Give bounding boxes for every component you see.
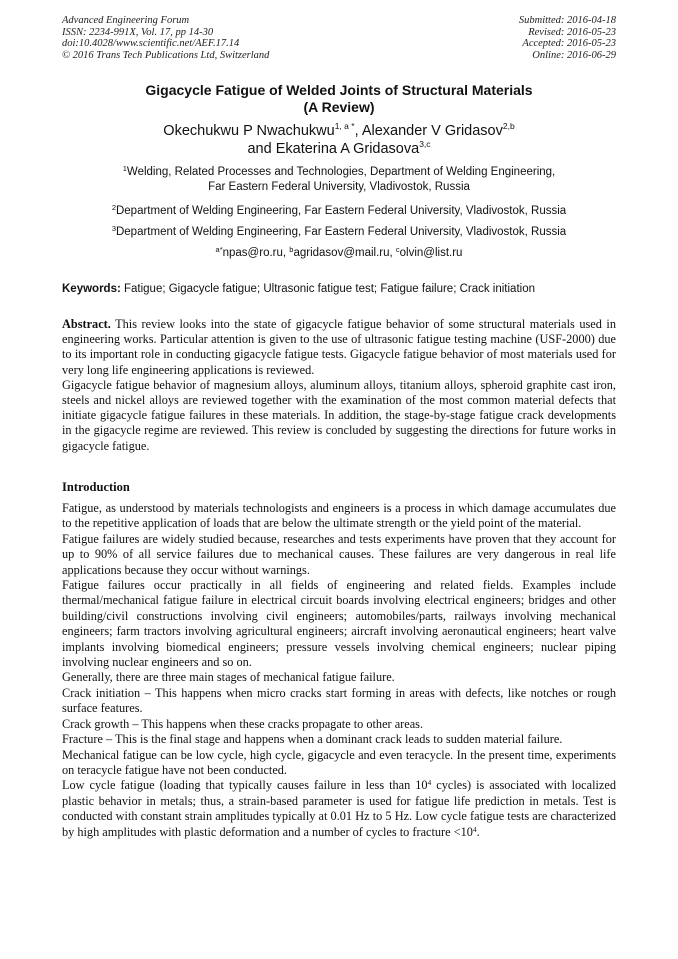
date-online: Online: 2016-06-29 xyxy=(532,49,616,61)
affiliation-1-line-1: Welding, Related Processes and Technologies, Department of Welding Engineering, xyxy=(126,166,556,178)
intro-p9-part-1: Low cycle fatigue (loading that typically causes failure in less than 10 xyxy=(62,778,428,793)
affiliation-3-text: Department of Welding Engineering, Far Eastern Federal University, Vladivostok, Russia xyxy=(115,226,567,238)
keywords-text: Fatigue; Gigacycle fatigue; Ultrasonic fatigue test; Fatigue failure; Crack initiation xyxy=(120,283,535,295)
intro-paragraph-1: Fatigue, as understood by materials technologists and engineers is a process in which damage accumulates due to the repetitive application of loads that are below the ultimate strength or the yield point of the material. xyxy=(62,501,616,531)
journal-doi: doi:10.4028/www.scientific.net/AEF.17.14 xyxy=(62,38,240,49)
email-3: olvin@list.ru xyxy=(399,247,463,259)
abstract xyxy=(62,317,616,454)
intro-paragraph-8: Mechanical fatigue can be low cycle, high cycle, gigacycle and even teracycle. In the present time, experiments on teracycle fatigue have not been conducted. xyxy=(62,747,616,777)
intro-paragraph-7: Fracture – This is the final stage and happens when a dominant crack leads to sudden material failure. xyxy=(62,732,563,747)
journal-issn: ISSN: 2234-991X, Vol. 17, pp 14-30 xyxy=(62,26,214,38)
affiliation-2-marker: 2 xyxy=(111,203,116,212)
email-1: npas@ro.ru, xyxy=(222,247,290,259)
email-1-marker: a* xyxy=(215,245,223,254)
affiliation-1-line-2: Far Eastern Federal University, Vladivostok, Russia xyxy=(208,181,470,193)
title-line-2: (A Review) xyxy=(303,99,375,115)
title-line-1: Gigacycle Fatigue of Welded Joints of Structural Materials xyxy=(145,82,533,98)
journal-copyright: © 2016 Trans Tech Publications Ltd, Switzerland xyxy=(62,49,270,61)
email-3-marker: c xyxy=(395,245,400,254)
affiliation-2-text: Department of Welding Engineering, Far Eastern Federal University, Vladivostok, Russia xyxy=(115,205,567,217)
intro-paragraph-2: Fatigue failures are widely studied because, researches and tests experiments have proven that they account for up to 90% of all service failures due to mechanical causes. These failures are very dangerous in real life applications because they occur without warnings. xyxy=(62,531,616,577)
author-1-affil: 1, a * xyxy=(334,121,355,131)
date-revised: Revised: 2016-05-23 xyxy=(528,26,616,38)
affiliation-2 xyxy=(62,204,616,219)
author-3-affil: 3,c xyxy=(419,139,431,149)
affiliation-3-marker: 3 xyxy=(111,224,116,233)
paper-title xyxy=(62,82,616,116)
affiliation-3 xyxy=(62,225,616,240)
intro-paragraph-9 xyxy=(62,778,616,840)
abstract-label: Abstract. xyxy=(62,317,111,331)
intro-paragraph-3: Fatigue failures occur practically in all fields of engineering and related fields. Examples include thermal/mechanical fatigue failure in electrical circuit boards involving electrical engineers; bridges and other building/civil constructions involving civil engineers; automobiles/parts, railways involving mechanical engineers; farm tractors involving agricultural engineers; aircraft involving aeronautical engineers; heart valve implants involving biomedical engineers; pressure vessels involving chemical engineers; nuclear piping involving nuclear engineers and so on. xyxy=(62,578,616,670)
email-2-marker: b xyxy=(289,245,294,254)
intro-paragraph-4: Generally, there are three main stages of mechanical fatigue failure. xyxy=(62,670,395,685)
author-3-prefix: and xyxy=(247,141,276,157)
intro-p9-part-3: . xyxy=(476,824,480,839)
publication-dates xyxy=(519,15,616,61)
journal-info xyxy=(62,15,269,61)
intro-p9-part-2: cycles) is associated with localized plastic behavior in metals; thus, a strain-based parameter is used for fatigue life prediction in metals. Test is conducted with constant strain amplitudes typically at 0.01 Hz to 5 Hz. Low cycle fatigue tests are characterized by high amplitudes with plastic deformation and a number of cycles to fracture <10 xyxy=(62,778,616,839)
keywords xyxy=(62,282,616,297)
journal-name: Advanced Engineering Forum xyxy=(62,15,190,26)
introduction-body xyxy=(62,501,616,840)
author-2-affil: 2,b xyxy=(502,121,515,131)
section-heading-introduction: Introduction xyxy=(62,480,130,494)
keywords-label: Keywords: xyxy=(62,283,121,295)
affiliation-1-marker: 1 xyxy=(122,164,127,173)
author-3-name: Ekaterina A Gridasova xyxy=(275,141,420,157)
author-separator: , xyxy=(354,123,362,139)
intro-p9-exponent-1: 4 xyxy=(427,778,432,788)
email-2: agridasov@mail.ru, xyxy=(293,247,396,259)
abstract-text-1: This review looks into the state of gigacycle fatigue behavior of some structural materials used in engineering works. Particular attention is given to the use of ultrasonic fatigue testing machine (USF-2000) due to its important role in conducting gigacycle fatigue tests. Gigacycle fatigue behavior of most materials used for very long life engineering applications is reviewed. xyxy=(62,317,616,377)
author-1-name: Okechukwu P Nwachukwu xyxy=(163,123,335,139)
author-2-name: Alexander V Gridasov xyxy=(361,123,503,139)
authors-line-2 xyxy=(62,140,616,158)
abstract-paragraph-2: Gigacycle fatigue behavior of magnesium alloys, aluminum alloys, titanium alloys, spheroid graphite cast iron, steels and nickel alloys are reviewed together with the examination of the most common material defects that initiate gigacycle fatigue failures in these materials. In addition, the stage-by-stage fatigue crack developments in the gigacycle regime are reviewed. This review is concluded by suggesting the directions for future works in gigacycle fatigue. xyxy=(62,377,616,453)
affiliation-1 xyxy=(62,165,616,195)
abstract-paragraph-1 xyxy=(62,317,616,378)
date-submitted: Submitted: 2016-04-18 xyxy=(518,15,616,26)
intro-paragraph-6: Crack growth – This happens when these cracks propagate to other areas. xyxy=(62,716,424,731)
intro-p9-exponent-2: 4 xyxy=(472,824,477,834)
date-accepted: Accepted: 2016-05-23 xyxy=(522,38,616,49)
authors-line-1 xyxy=(62,122,616,140)
intro-paragraph-5: Crack initiation – This happens when micro cracks start forming in areas with defects, like notches or rough surface features. xyxy=(62,685,616,716)
author-list xyxy=(62,122,616,158)
author-emails xyxy=(62,246,616,261)
